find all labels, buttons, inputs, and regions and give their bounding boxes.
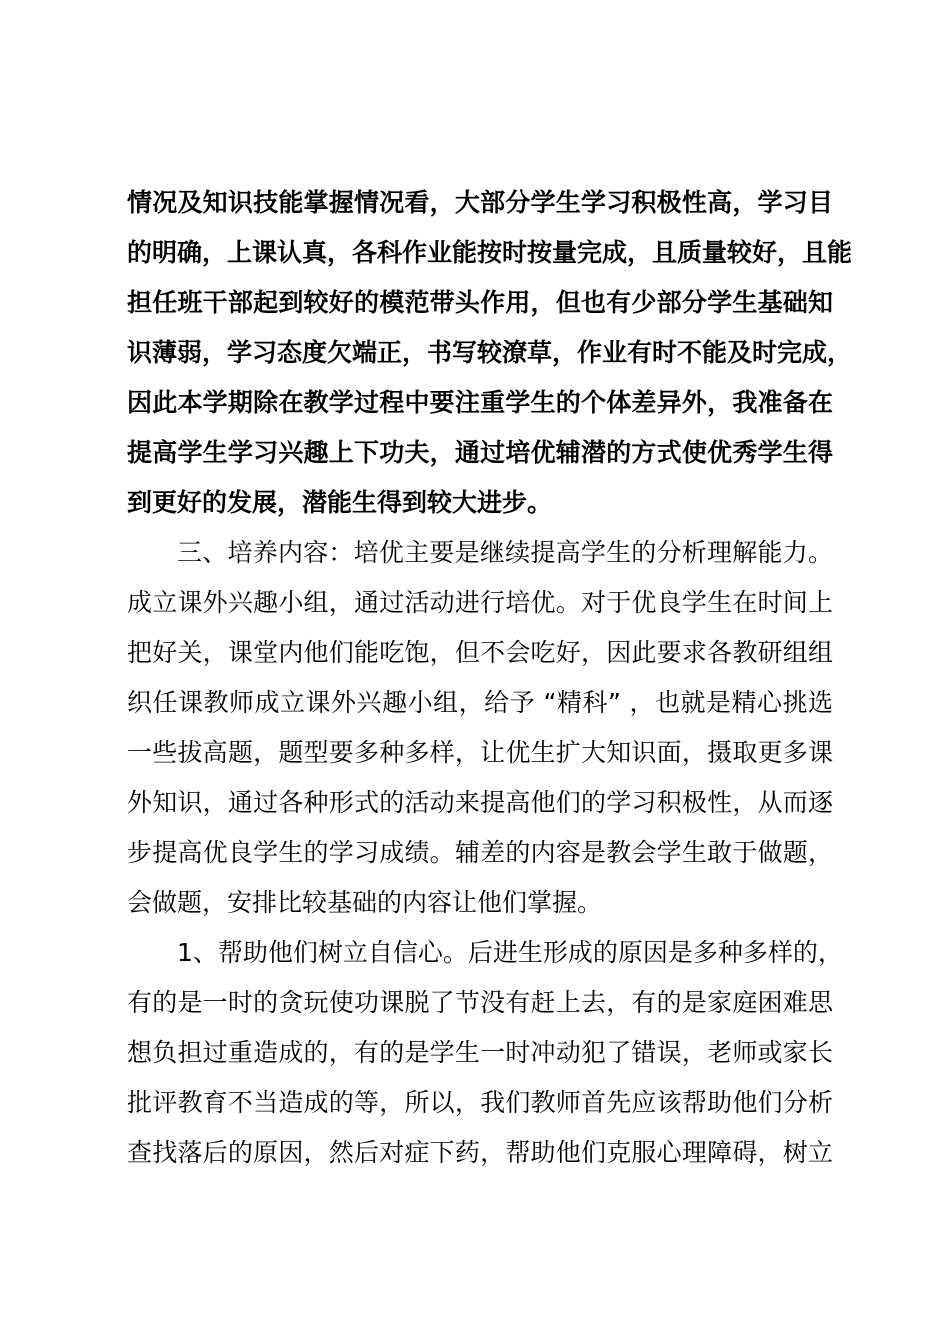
paragraph-3-line-1: 1、帮助他们树立自信心。后进生形成的原因是多种多样的， [177,938,843,967]
paragraph-3-line-5: 查找落后的原因，然后对症下药，帮助他们克服心理障碍，树立 [127,1138,833,1167]
paragraph-2-line-7: 步提高优良学生的学习成绩。辅差的内容是教会学生敢于做题， [127,838,833,867]
paragraph-1-line-1: 情况及知识技能掌握情况看，大部分学生学习积极性高，学习目 [127,188,833,217]
paragraph-2-line-5: 一些拔高题，题型要多种多样，让优生扩大知识面，摄取更多课 [127,738,833,767]
paragraph-1-line-5: 因此本学期除在教学过程中要注重学生的个体差异外，我准备在 [127,388,833,417]
paragraph-2-line-4: 织任课教师成立课外兴趣小组，给予 “精科” ，也就是精心挑选 [127,688,833,717]
paragraph-2-line-6: 外知识，通过各种形式的活动来提高他们的学习积极性，从而逐 [127,788,833,817]
paragraph-2-line-1: 三、培养内容：培优主要是继续提高学生的分析理解能力。 [177,538,833,567]
paragraph-2-line-2: 成立课外兴趣小组，通过活动进行培优。对于优良学生在时间上 [127,588,833,617]
paragraph-3-line-3: 想负担过重造成的，有的是学生一时冲动犯了错误，老师或家长 [127,1038,833,1067]
paragraph-1-line-7: 到更好的发展，潜能生得到较大进步。 [127,488,553,517]
paragraph-2-line-8: 会做题，安排比较基础的内容让他们掌握。 [127,888,603,917]
paragraph-3-line-2: 有的是一时的贪玩使功课脱了节没有赶上去，有的是家庭困难思 [127,988,833,1017]
paragraph-1-line-2: 的明确，上课认真，各科作业能按时按量完成，且质量较好，且能 [127,238,853,267]
paragraph-2-line-3: 把好关，课堂内他们能吃饱，但不会吃好，因此要求各教研组组 [127,638,833,667]
paragraph-1-line-3: 担任班干部起到较好的模范带头作用，但也有少部分学生基础知 [127,288,833,317]
paragraph-3-line-4: 批评教育不当造成的等，所以，我们教师首先应该帮助他们分析 [127,1088,833,1117]
paragraph-1-line-6: 提高学生学习兴趣上下功夫，通过培优辅潜的方式使优秀学生得 [127,438,833,467]
paragraph-1-line-4: 识薄弱，学习态度欠端正，书写较潦草，作业有时不能及时完成， [127,338,853,367]
